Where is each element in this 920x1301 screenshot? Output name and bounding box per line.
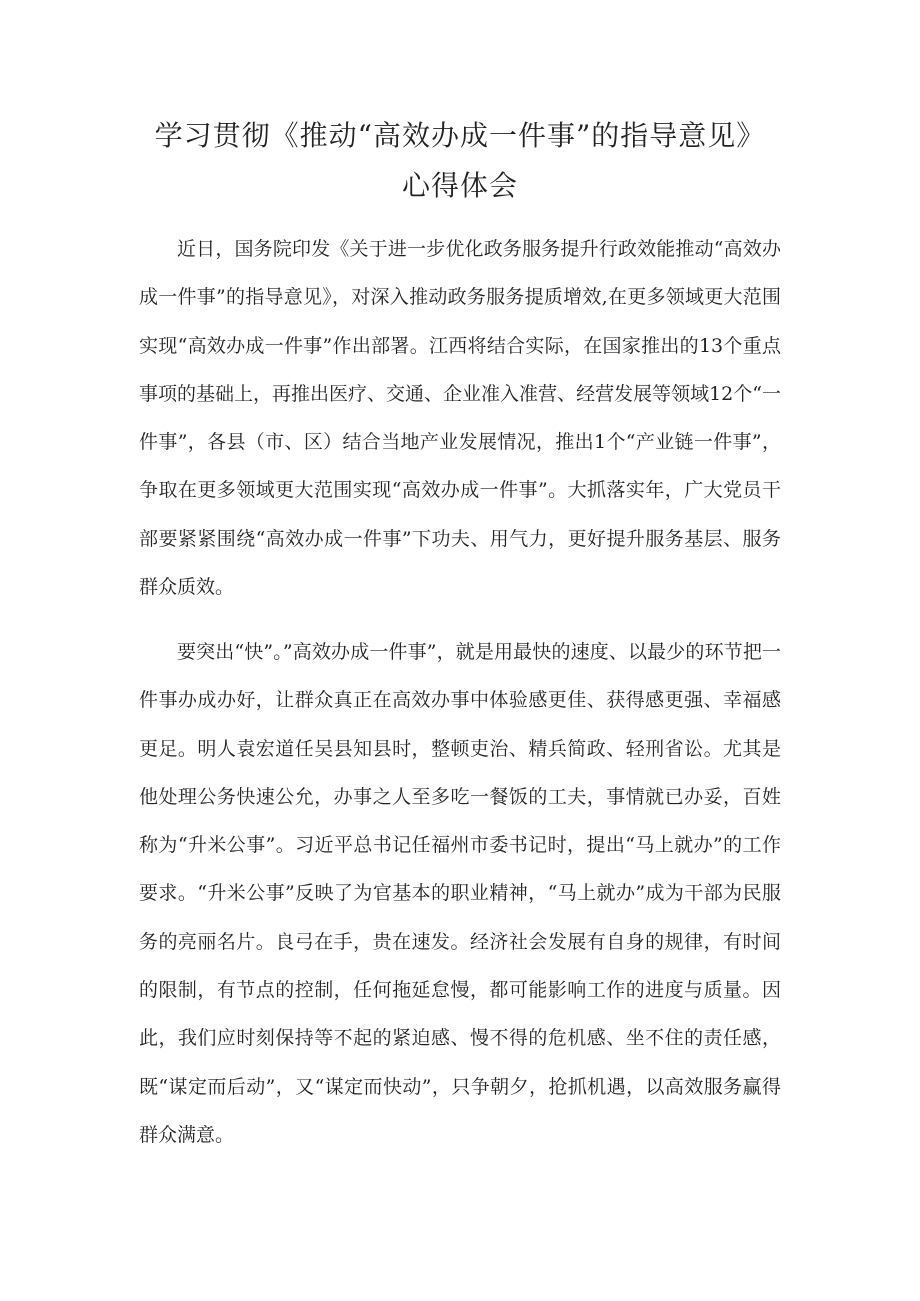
body-paragraph-1: 近日，国务院印发《关于进一步优化政务服务提升行政效能推动“高效办成一件事”的指导意见》，对深入推动政务服务提质增效,在更多领域更大范围实现“高效办成一件事”作出部署。江西将结合实际，在国家推出的13个重点事项的基础上，再推出医疗、交通、企业准入准营、经营发展等领域12个“一件事”，各县（市、区）结合当地产业发展情况，推出1个“产业链一件事”，争取在更多领域更大范围实现“高效办成一件事”。大抓落实年，广大党员干部要紧紧围绕“高效办成一件事”下功夫、用气力，更好提升服务基层、服务群众质效。: [139, 238, 781, 599]
document-title-line-2: 心得体会: [401, 169, 518, 202]
body-paragraph-2: 要突出“快”。”高效办成一件事”，就是用最快的速度、以最少的环节把一件事办成办好，让群众真正在高效办事中体验感更佳、获得感更强、幸福感更足。明人袁宏道任吴县知县时，整顿吏治、精兵简政、轻刑省讼。尤其是他处理公务快速公允，办事之人至多吃一餐饭的工夫，事情就已办妥，百姓称为“升米公事”。习近平总书记任福州市委书记时，提出“马上就办”的工作要求。“升米公事”反映了为官基本的职业精神，“马上就办”成为干部为民服务的亮丽名片。良弓在手，贵在速发。经济社会发展有自身的规律，有时间的限制，有节点的控制，任何拖延怠慢，都可能影响工作的进度与质量。因此，我们应时刻保持等不起的紧迫感、慢不得的危机感、坐不住的责任感，既“谋定而后动”，又“谋定而快动”，只争朝夕，抢抓机遇，以高效服务赢得群众满意。: [139, 641, 781, 1146]
document-title-line-1: 学习贯彻《推动“高效办成一件事”的指导意见》: [154, 119, 766, 152]
